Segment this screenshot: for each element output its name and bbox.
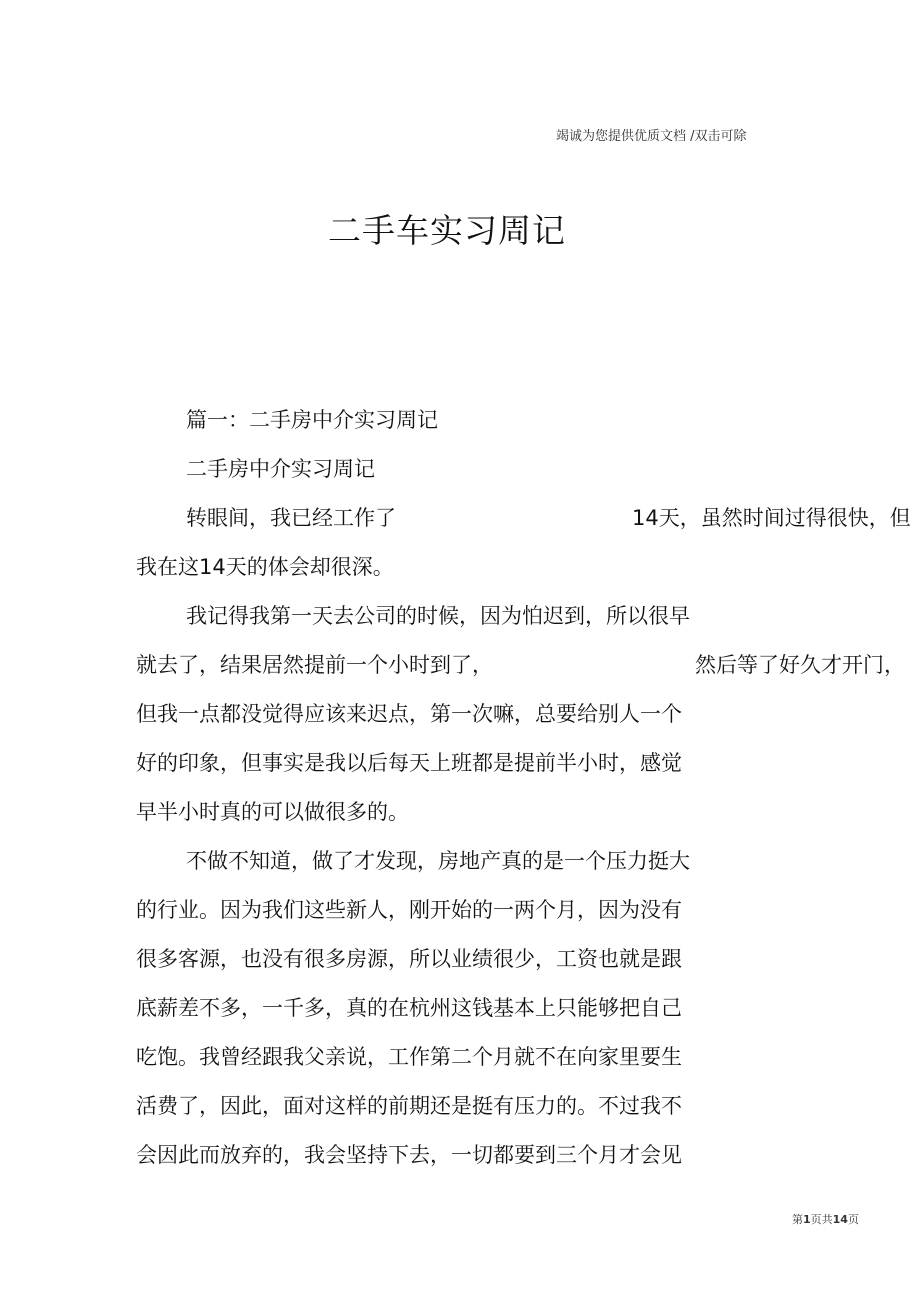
header-note: 竭诚为您提供优质文档 /双击可除 bbox=[556, 129, 747, 144]
footer-prefix: 第 bbox=[792, 1213, 803, 1226]
paragraph-line: 底薪差不多，一千多，真的在杭州这钱基本上只能够把自己 bbox=[136, 996, 682, 1020]
total-page-count: 14 bbox=[832, 1213, 848, 1226]
paragraph-line: 的行业。因为我们这些新人，刚开始的一两个月，因为没有 bbox=[136, 898, 682, 922]
paragraph-line: 活费了，因此，面对这样的前期还是挺有压力的。不过我不 bbox=[136, 1094, 682, 1118]
paragraph-line: 但我一点都没觉得应该来迟点，第一次嘛，总要给别人一个 bbox=[136, 702, 682, 726]
paragraph-line: 转眼间，我已经工作了 bbox=[186, 506, 396, 530]
document-title: 二手车实习周记 bbox=[328, 211, 566, 250]
current-page-number: 1 bbox=[803, 1213, 811, 1226]
paragraph-line: 我记得我第一天去公司的时候，因为怕迟到，所以很早 bbox=[186, 604, 690, 628]
paragraph-line: 好的印象，但事实是我以后每天上班都是提前半小时，感觉 bbox=[136, 751, 682, 775]
page-footer bbox=[792, 1211, 859, 1227]
paragraph-line: 就去了，结果居然提前一个小时到了， bbox=[136, 653, 493, 677]
section-heading: 篇一：二手房中介实习周记 bbox=[186, 408, 438, 432]
paragraph-line: 吃饱。我曾经跟我父亲说，工作第二个月就不在向家里要生 bbox=[136, 1045, 682, 1069]
paragraph-line: 很多客源，也没有很多房源，所以业绩很少，工资也就是跟 bbox=[136, 947, 682, 971]
footer-middle: 页共 bbox=[810, 1213, 833, 1226]
footer-suffix: 页 bbox=[847, 1213, 859, 1226]
paragraph-line: 我在这14天的体会却很深。 bbox=[136, 555, 394, 579]
paragraph-line: 14天，虽然时间过得很快，但 bbox=[632, 506, 911, 530]
paragraph-line: 然后等了好久才开门， bbox=[695, 653, 905, 677]
paragraph-line: 会因此而放弃的，我会坚持下去，一切都要到三个月才会见 bbox=[136, 1143, 682, 1167]
paragraph-line: 不做不知道，做了才发现，房地产真的是一个压力挺大 bbox=[186, 849, 690, 873]
paragraph-line: 早半小时真的可以做很多的。 bbox=[136, 800, 409, 824]
subheading: 二手房中介实习周记 bbox=[186, 457, 375, 481]
